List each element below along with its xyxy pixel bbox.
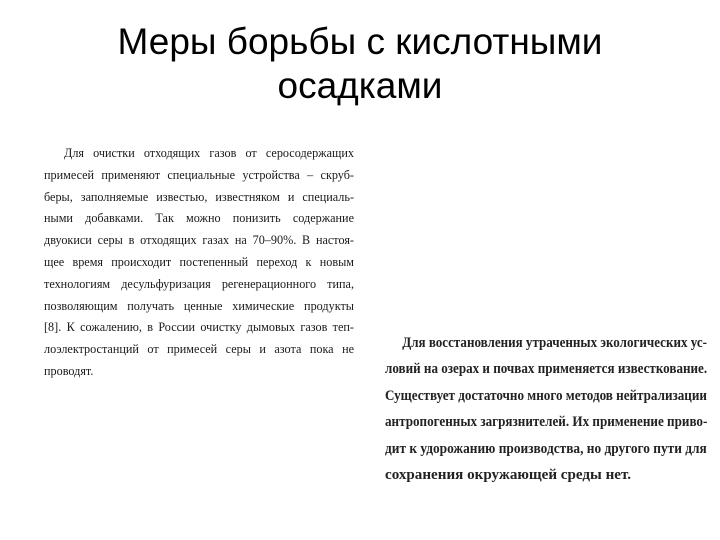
text-line: ловий на озерах и почвах применяется известкование.: [385, 361, 708, 378]
text-line: позволяющим получать ценные химические продукты: [44, 298, 354, 313]
text-line: Для очистки отходящих газов от серосодержащих: [64, 146, 354, 160]
slide-title-line-1: Меры борьбы с кислотными: [117, 21, 603, 62]
text-line: беры, заполняемые известью, известняком и специаль-: [44, 189, 354, 204]
text-line: двуокиси серы в отходящих газах на 70–90%. В настоя-: [44, 233, 354, 248]
slide-title: [0, 20, 720, 108]
text-line: сохранения окружающей среды нет.: [385, 467, 632, 484]
text-line: лоэлектростанций от примесей серы и азота пока не: [44, 342, 354, 357]
text-line: проводят.: [44, 363, 94, 378]
text-line: дит к удорожанию производства, но другого пути для: [385, 440, 707, 457]
text-line: ными добавками. Так можно понизить содержание: [44, 211, 354, 226]
text-line: антропогенных загрязнителей. Их применение приво-: [385, 414, 708, 431]
text-line: Для восстановления утраченных экологических ус-: [402, 335, 707, 351]
text-line: щее время происходит постепенный переход к новым: [44, 254, 354, 269]
text-line: технологиям десульфуризация регенерационного типа,: [44, 276, 354, 291]
text-line: Существует достаточно много методов нейтрализации: [385, 387, 707, 404]
right-text-block: [385, 330, 707, 488]
left-text-block: [44, 143, 354, 383]
text-line: примесей применяют специальные устройства – скруб-: [44, 167, 354, 182]
slide-title-line-2: осадками: [277, 65, 443, 106]
text-line: [8]. К сожалению, в России очистку дымовых газов теп-: [44, 320, 354, 335]
